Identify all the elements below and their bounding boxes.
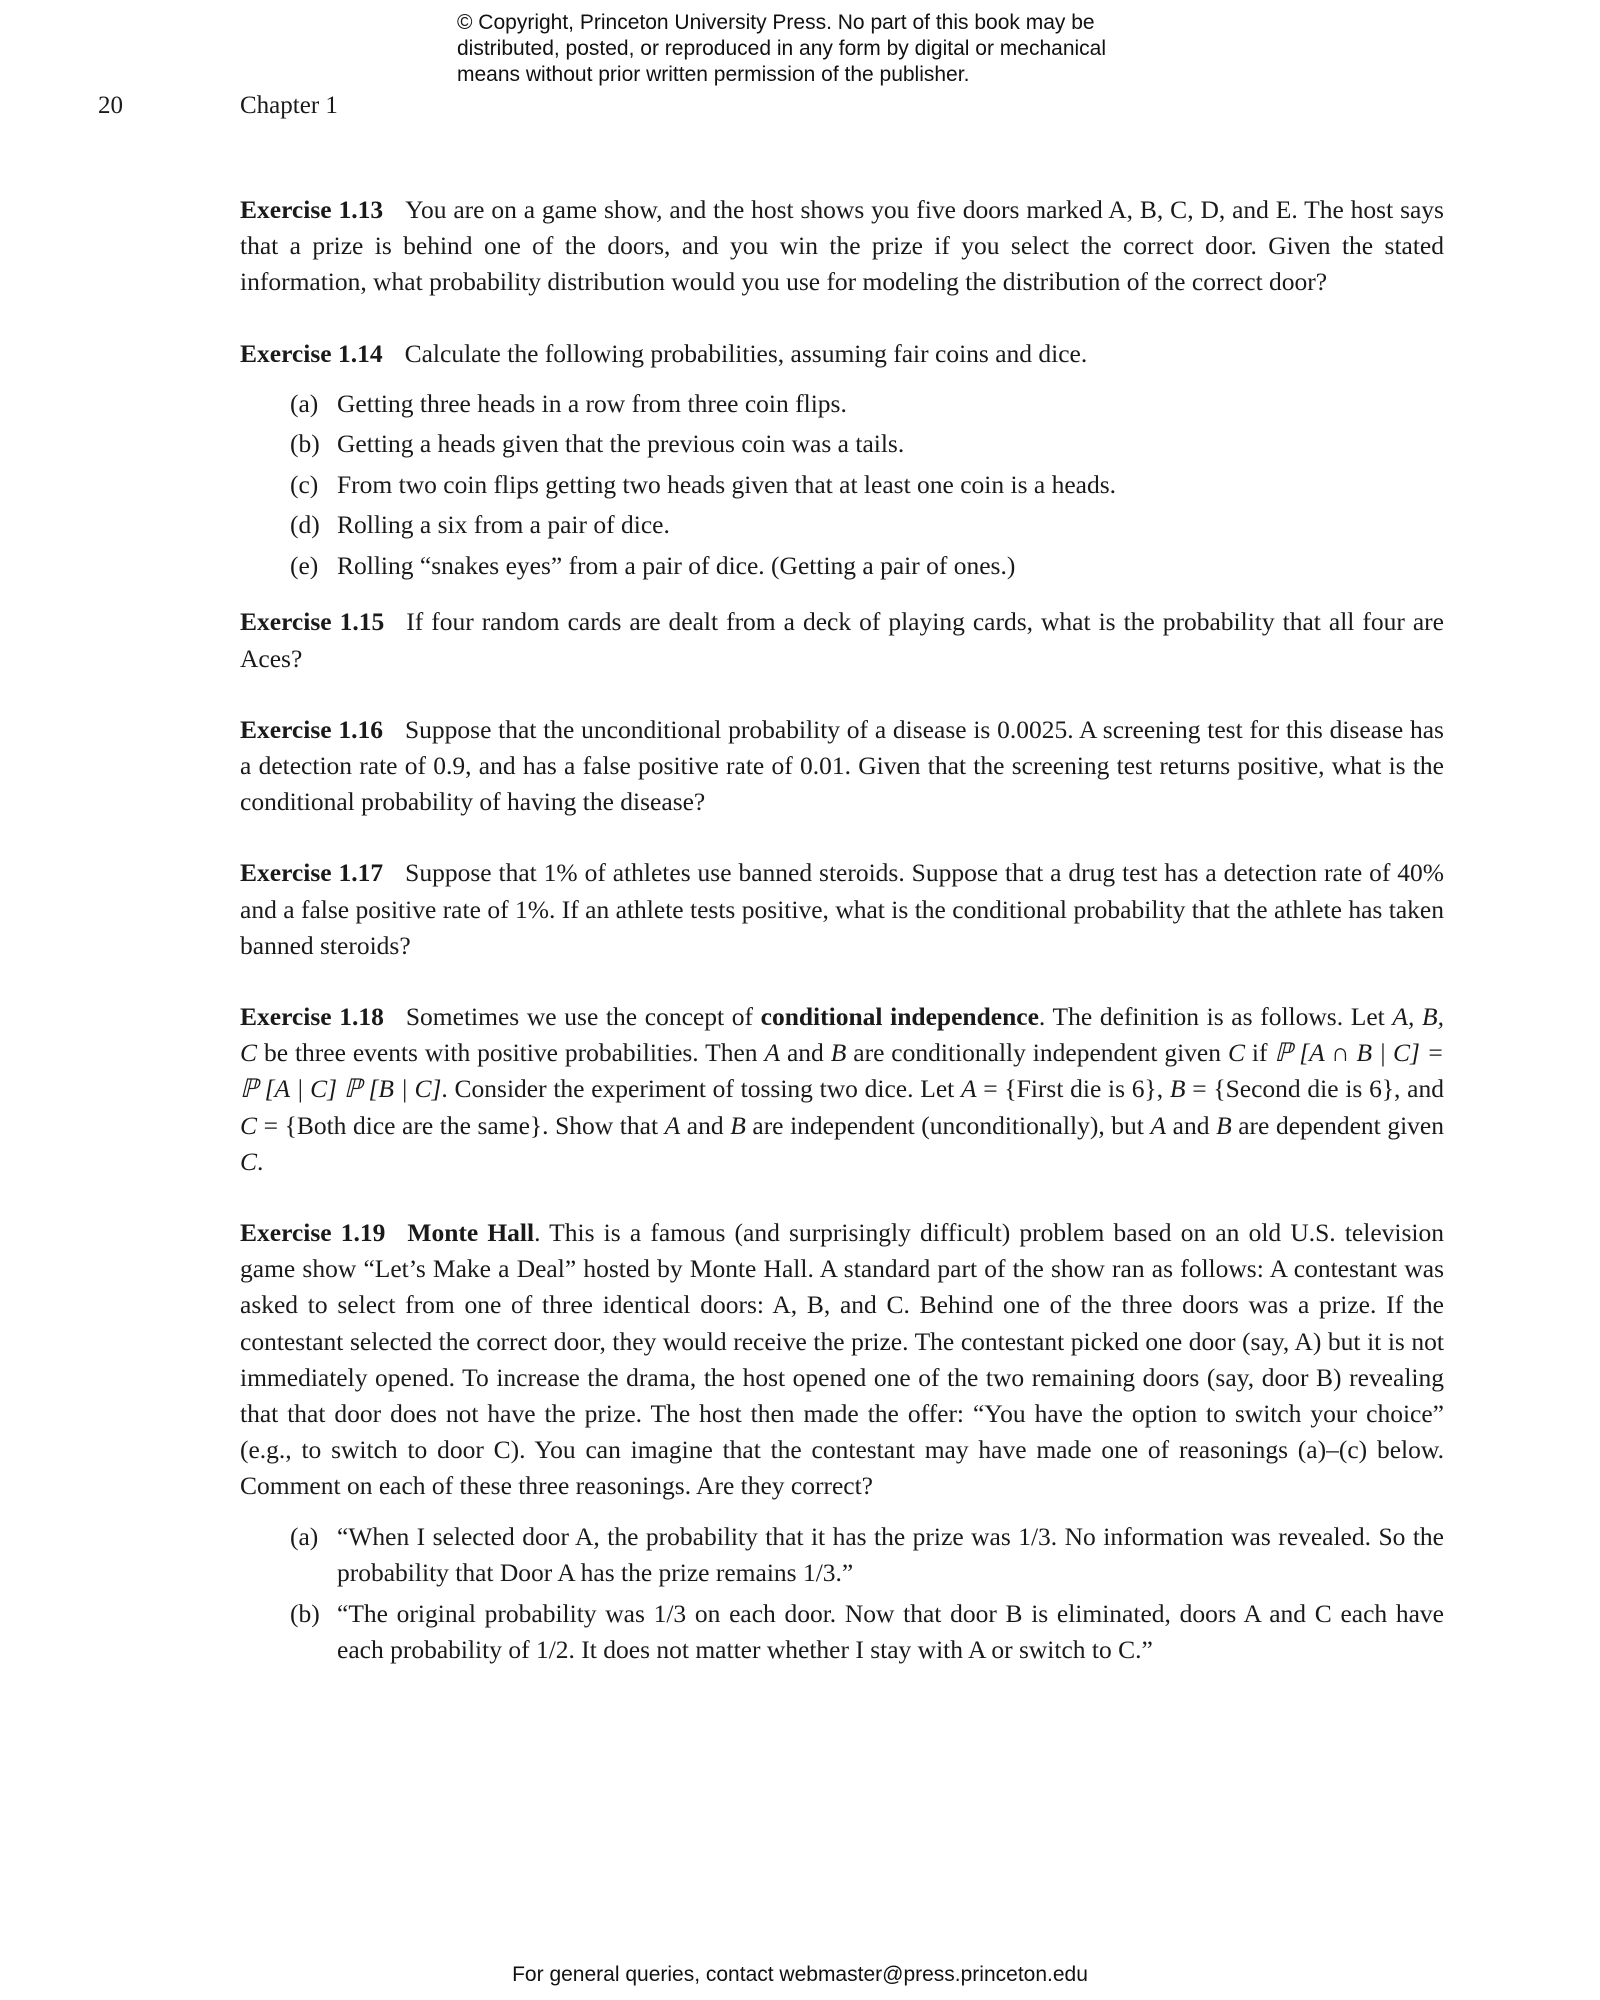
list-item <box>290 424 1444 465</box>
text-run: Sometimes we use the concept of <box>405 1001 761 1031</box>
page-body <box>240 192 1444 1673</box>
subquestion-list <box>290 384 1444 587</box>
exercise-1-18 <box>240 999 1444 1180</box>
exercise-text: Suppose that 1% of athletes use banned steroids. Suppose that a drug test has a detection rate of 40% and a false positive rate of 1%. If an athlete tests positive, what is the conditional probability that the athlete has taken banned steroids? <box>240 858 1444 960</box>
item-marker: (a) <box>290 388 319 418</box>
math-var: A <box>764 1038 781 1068</box>
exercise-1-15 <box>240 604 1444 676</box>
math-var: B <box>1169 1074 1186 1104</box>
item-text: “The original probability was 1/3 on each door. Now that door B is eliminated, doors A and C each have each probability of 1/2. It does not matter whether I stay with A or switch to C.” <box>337 1598 1444 1665</box>
exercise-label: Exercise 1.17 <box>240 858 384 888</box>
math-var: A <box>960 1074 977 1104</box>
exercise-label: Exercise 1.15 <box>240 607 385 637</box>
list-item <box>290 1519 1444 1591</box>
math-var: A <box>1150 1110 1167 1140</box>
item-text: Rolling “snakes eyes” from a pair of dice. (Getting a pair of ones.) <box>337 550 1016 580</box>
reasoning-list <box>290 1519 1444 1669</box>
text-run: if <box>1244 1038 1275 1068</box>
text-run: . The definition is as follows. Let <box>1038 1001 1393 1031</box>
copyright-notice <box>457 10 1197 88</box>
exercise-label: Exercise 1.14 <box>240 338 383 368</box>
exercise-1-17 <box>240 855 1444 964</box>
exercise-label: Exercise 1.19 <box>240 1217 386 1247</box>
item-text: “When I selected door A, the probability that it has the prize was 1/3. No information was revealed. So the probability that Door A has the prize remains 1/3.” <box>337 1521 1444 1587</box>
text-run: and <box>680 1110 731 1140</box>
math-var: C <box>240 1110 258 1140</box>
running-head: Chapter 1 <box>240 92 338 119</box>
math-var: B <box>730 1110 746 1140</box>
item-marker: (b) <box>290 1598 320 1628</box>
text-run: = {Second die is 6}, and <box>1185 1074 1444 1104</box>
defined-term: conditional independence <box>760 1001 1039 1031</box>
exercise-label: Exercise 1.18 <box>240 1001 384 1031</box>
exercise-text: . This is a famous (and surprisingly difficult) problem based on an old U.S. television game show “Let’s Make a Deal” hosted by Monte Hall. A standard part of the show ran as follows: A contestant was asked to select from one of three identical doors: A, B, and C. Behind one of the three doors was a prize. If the contestant selected the correct door, they would receive the prize. The contestant picked one door (say, A) but it is not immediately opened. To increase the drama, the host opened one of the two remaining doors (say, door B) revealing that that door does not have the prize. The host then made the offer: “You have the option to switch your choice” (e.g., to switch to door C). You can imagine that the contestant may have made one of reasonings (a)–(c) below. Comment on each of these three reasonings. Are they correct? <box>240 1217 1444 1501</box>
copyright-line: means without prior written permission of the publisher. <box>457 63 970 86</box>
list-item <box>290 465 1444 506</box>
item-marker: (b) <box>290 429 320 459</box>
list-item <box>290 546 1444 587</box>
text-run: . Consider the experiment of tossing two dice. Let <box>441 1074 961 1104</box>
list-item <box>290 1596 1444 1668</box>
text-run: are conditionally independent given <box>846 1038 1228 1068</box>
item-text: Getting a heads given that the previous coin was a tails. <box>337 429 905 459</box>
item-marker: (e) <box>290 550 319 580</box>
text-run: be three events with positive probabilities. Then <box>257 1038 765 1068</box>
text-run: = {Both dice are the same}. Show that <box>257 1110 665 1140</box>
text-run: are dependent given <box>1231 1110 1444 1140</box>
math-var: B <box>830 1038 847 1068</box>
exercise-1-14 <box>240 336 1444 587</box>
copyright-line: © Copyright, Princeton University Press. No part of this book may be <box>457 11 1095 34</box>
item-text: Getting three heads in a row from three coin flips. <box>337 388 847 418</box>
item-marker: (c) <box>290 469 319 499</box>
item-text: From two coin flips getting two heads given that at least one coin is a heads. <box>337 469 1117 499</box>
item-marker: (a) <box>290 1521 319 1551</box>
formula: ℙ [A ∩ B | C] = ℙ [A | C] ℙ [B | C] <box>240 1038 1445 1104</box>
list-item <box>290 505 1444 546</box>
math-var: B <box>1216 1110 1232 1140</box>
item-marker: (d) <box>290 510 320 540</box>
exercise-text: You are on a game show, and the host shows you five doors marked A, B, C, D, and E. The host says that a prize is behind one of the doors, and you win the prize if you select the correct door. Given the stated information, what probability distribution would you use for modeling the distribution of the correct door? <box>240 195 1444 297</box>
exercise-1-16 <box>240 712 1444 821</box>
math-var: A <box>664 1110 681 1140</box>
text-run: = {First die is 6}, <box>976 1074 1170 1104</box>
exercise-1-13 <box>240 192 1444 301</box>
text-run: . <box>257 1146 264 1176</box>
copyright-line: distributed, posted, or reproduced in any form by digital or mechanical <box>457 37 1107 60</box>
text-run: and <box>1166 1110 1217 1140</box>
text-run: and <box>780 1038 831 1068</box>
math-var: C <box>1227 1038 1245 1068</box>
list-item <box>290 384 1444 425</box>
exercise-text: Suppose that the unconditional probability of a disease is 0.0025. A screening test for this disease has a detection rate of 0.9, and has a false positive rate of 0.01. Given that the screening test returns positive, what is the conditional probability of having the disease? <box>240 714 1444 817</box>
math-var: C <box>240 1146 258 1176</box>
defined-term: Monte Hall <box>407 1217 535 1247</box>
page-number: 20 <box>98 92 123 119</box>
exercise-text: Calculate the following probabilities, assuming fair coins and dice. <box>404 338 1088 368</box>
exercise-label: Exercise 1.13 <box>240 195 384 224</box>
exercise-1-19 <box>240 1215 1444 1668</box>
item-text: Rolling a six from a pair of dice. <box>337 510 670 540</box>
footer-contact: For general queries, contact webmaster@press.princeton.edu <box>512 1963 1088 1986</box>
exercise-text: If four random cards are dealt from a deck of playing cards, what is the probability that all four are Aces? <box>240 607 1444 673</box>
text-run: are independent (unconditionally), but <box>745 1110 1151 1140</box>
exercise-label: Exercise 1.16 <box>240 714 383 744</box>
math-var: A, B, C <box>240 1001 1444 1068</box>
